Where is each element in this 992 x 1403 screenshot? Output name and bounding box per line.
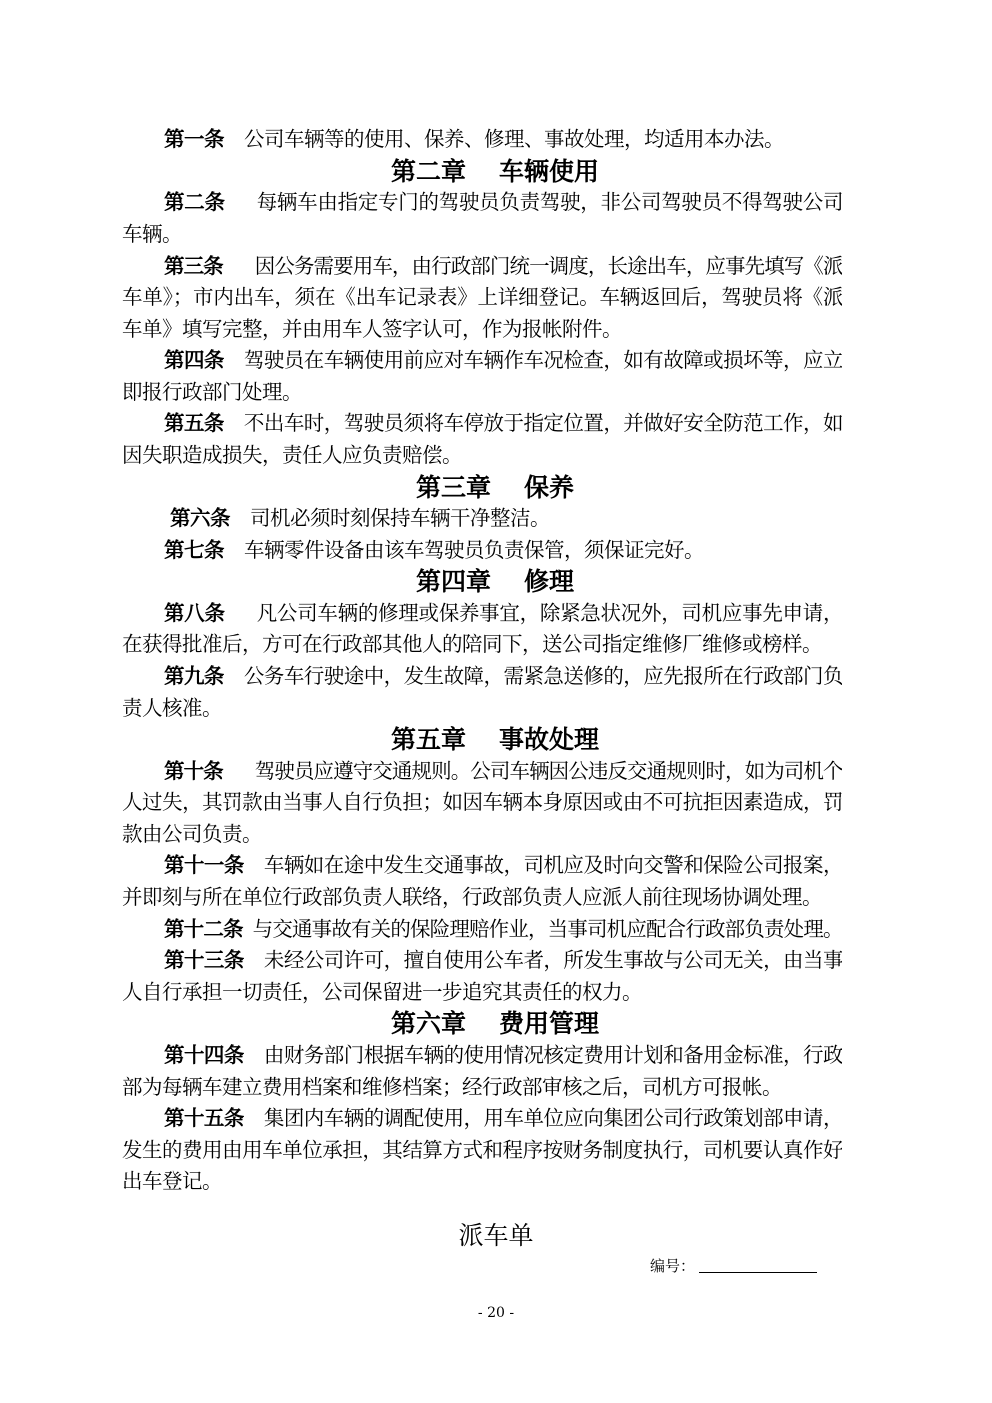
article-line: 款由公司负责。 [122,821,262,846]
article-label: 第二条 [164,190,225,215]
article-line [122,945,842,977]
article-line [122,914,842,946]
chapter-label: 第三章 [415,472,491,502]
chapter-heading [122,724,842,756]
chapter-title: 修理 [524,567,575,597]
page-number: - 20 - [477,1305,515,1321]
article-label: 第七条 [164,537,224,562]
chapter-title: 车辆使用 [499,156,600,186]
article-text: 不出车时，驾驶员须将车停放于指定位置，并做好安全防范工作，如 [243,411,842,436]
article-label: 第五条 [164,411,224,436]
article-line [122,187,842,219]
article-line [122,408,842,440]
article-line: 部为每辆车建立费用档案和维修档案；经行政部审核之后，司机方可报帐。 [122,1074,782,1099]
article-line: 人过失，其罚款由当事人自行负担；如因车辆本身原因或由不可抗拒因素造成，罚 [122,790,842,815]
form-number-blank [699,1256,817,1273]
article-label: 第十条 [164,758,223,783]
chapter-label: 第五章 [390,725,466,755]
article-line [122,503,842,535]
article-line: 在获得批准后，方可在行政部其他人的陪同下，送公司指定维修厂维修或榜样。 [122,632,822,657]
chapter-heading [122,472,842,504]
article-line [122,251,842,283]
article-line [122,345,842,377]
article-label: 第八条 [164,600,225,625]
article-text: 车辆零件设备由该车驾驶员负责保管，须保证完好。 [244,537,704,562]
chapter-title: 费用管理 [499,1009,600,1039]
article-text: 凡公司车辆的修理或保养事宜，除紧急状况外，司机应事先申请， [256,600,842,625]
article-line: 即报行政部门处理。 [122,379,302,404]
article-line: 车单》填写完整，并由用车人签字认可，作为报帐附件。 [122,316,622,341]
article-label: 第十二条 [164,916,243,941]
article-line: 并即刻与所在单位行政部负责人联络，行政部负责人应派人前往现场协调处理。 [122,885,822,910]
article-label: 第十四条 [164,1042,244,1067]
article-line: 责人核准。 [122,695,222,720]
chapter-heading [122,1008,842,1040]
article-label: 第四条 [164,348,224,373]
article-text: 集团内车辆的调配使用，用车单位应向集团公司行政策划部申请， [263,1106,842,1131]
form-number-label: 编号： [650,1257,696,1275]
article-label: 第十五条 [164,1106,244,1131]
article-line [122,598,842,630]
article-line: 车单》；市内出车，须在《出车记录表》上详细登记。车辆返回后，驾驶员将《派 [122,285,842,310]
article-line: 出车登记。 [122,1169,222,1194]
chapter-heading [122,566,842,598]
article-line [122,1040,842,1072]
form-number-field [650,1255,817,1277]
article-label: 第十三条 [164,948,244,973]
article-line [122,756,842,788]
article-line [122,661,842,693]
article-text: 驾驶员在车辆使用前应对车辆作车况检查，如有故障或损坏等，应立 [243,348,842,373]
article-line [122,535,842,567]
chapter-heading [122,156,842,188]
article-text: 未经公司许可，擅自使用公车者，所发生事故与公司无关，由当事 [263,948,842,973]
article-text: 司机必须时刻保持车辆干净整洁。 [250,506,550,531]
article-label: 第六条 [170,506,230,531]
article-line [122,1103,842,1135]
article-line: 因失职造成损失，责任人应负责赔偿。 [122,442,462,467]
article-line: 发生的费用由用车单位承担，其结算方式和程序按财务制度执行，司机要认真作好 [122,1137,842,1162]
article-label: 第三条 [164,253,223,278]
article-line: 人自行承担一切责任，公司保留进一步追究其责任的权力。 [122,979,642,1004]
form-title: 派车单 [458,1221,534,1250]
article-text: 因公务需要用车，由行政部门统一调度，长途出车，应事先填写《派 [254,253,842,278]
chapter-label: 第二章 [390,156,466,186]
article-line: 车辆。 [122,221,182,246]
document-body [122,124,842,1198]
article-text: 公务车行驶途中，发生故障，需紧急送修的，应先报所在行政部门负 [243,664,842,689]
article-label: 第九条 [164,664,224,689]
article-text: 每辆车由指定专门的驾驶员负责驾驶，非公司驾驶员不得驾驶公司 [256,190,842,215]
article-label: 第一条 [164,127,224,152]
article-text: 由财务部门根据车辆的使用情况核定费用计划和备用金标准，行政 [263,1042,842,1067]
article-text: 公司车辆等的使用、保养、修理、事故处理，均适用本办法。 [244,127,784,152]
article-text: 驾驶员应遵守交通规则。公司车辆因公违反交通规则时，如为司机个 [254,758,842,783]
article-text: 车辆如在途中发生交通事故，司机应及时向交警和保险公司报案， [263,853,842,878]
article-text: 与交通事故有关的保险理赔作业，当事司机应配合行政部负责处理。 [252,916,842,941]
chapter-title: 事故处理 [499,725,600,755]
article-line [122,850,842,882]
chapter-label: 第四章 [415,567,491,597]
chapter-title: 保养 [524,472,575,502]
article-line [122,124,842,156]
article-label: 第十一条 [164,853,244,878]
chapter-label: 第六章 [390,1009,466,1039]
